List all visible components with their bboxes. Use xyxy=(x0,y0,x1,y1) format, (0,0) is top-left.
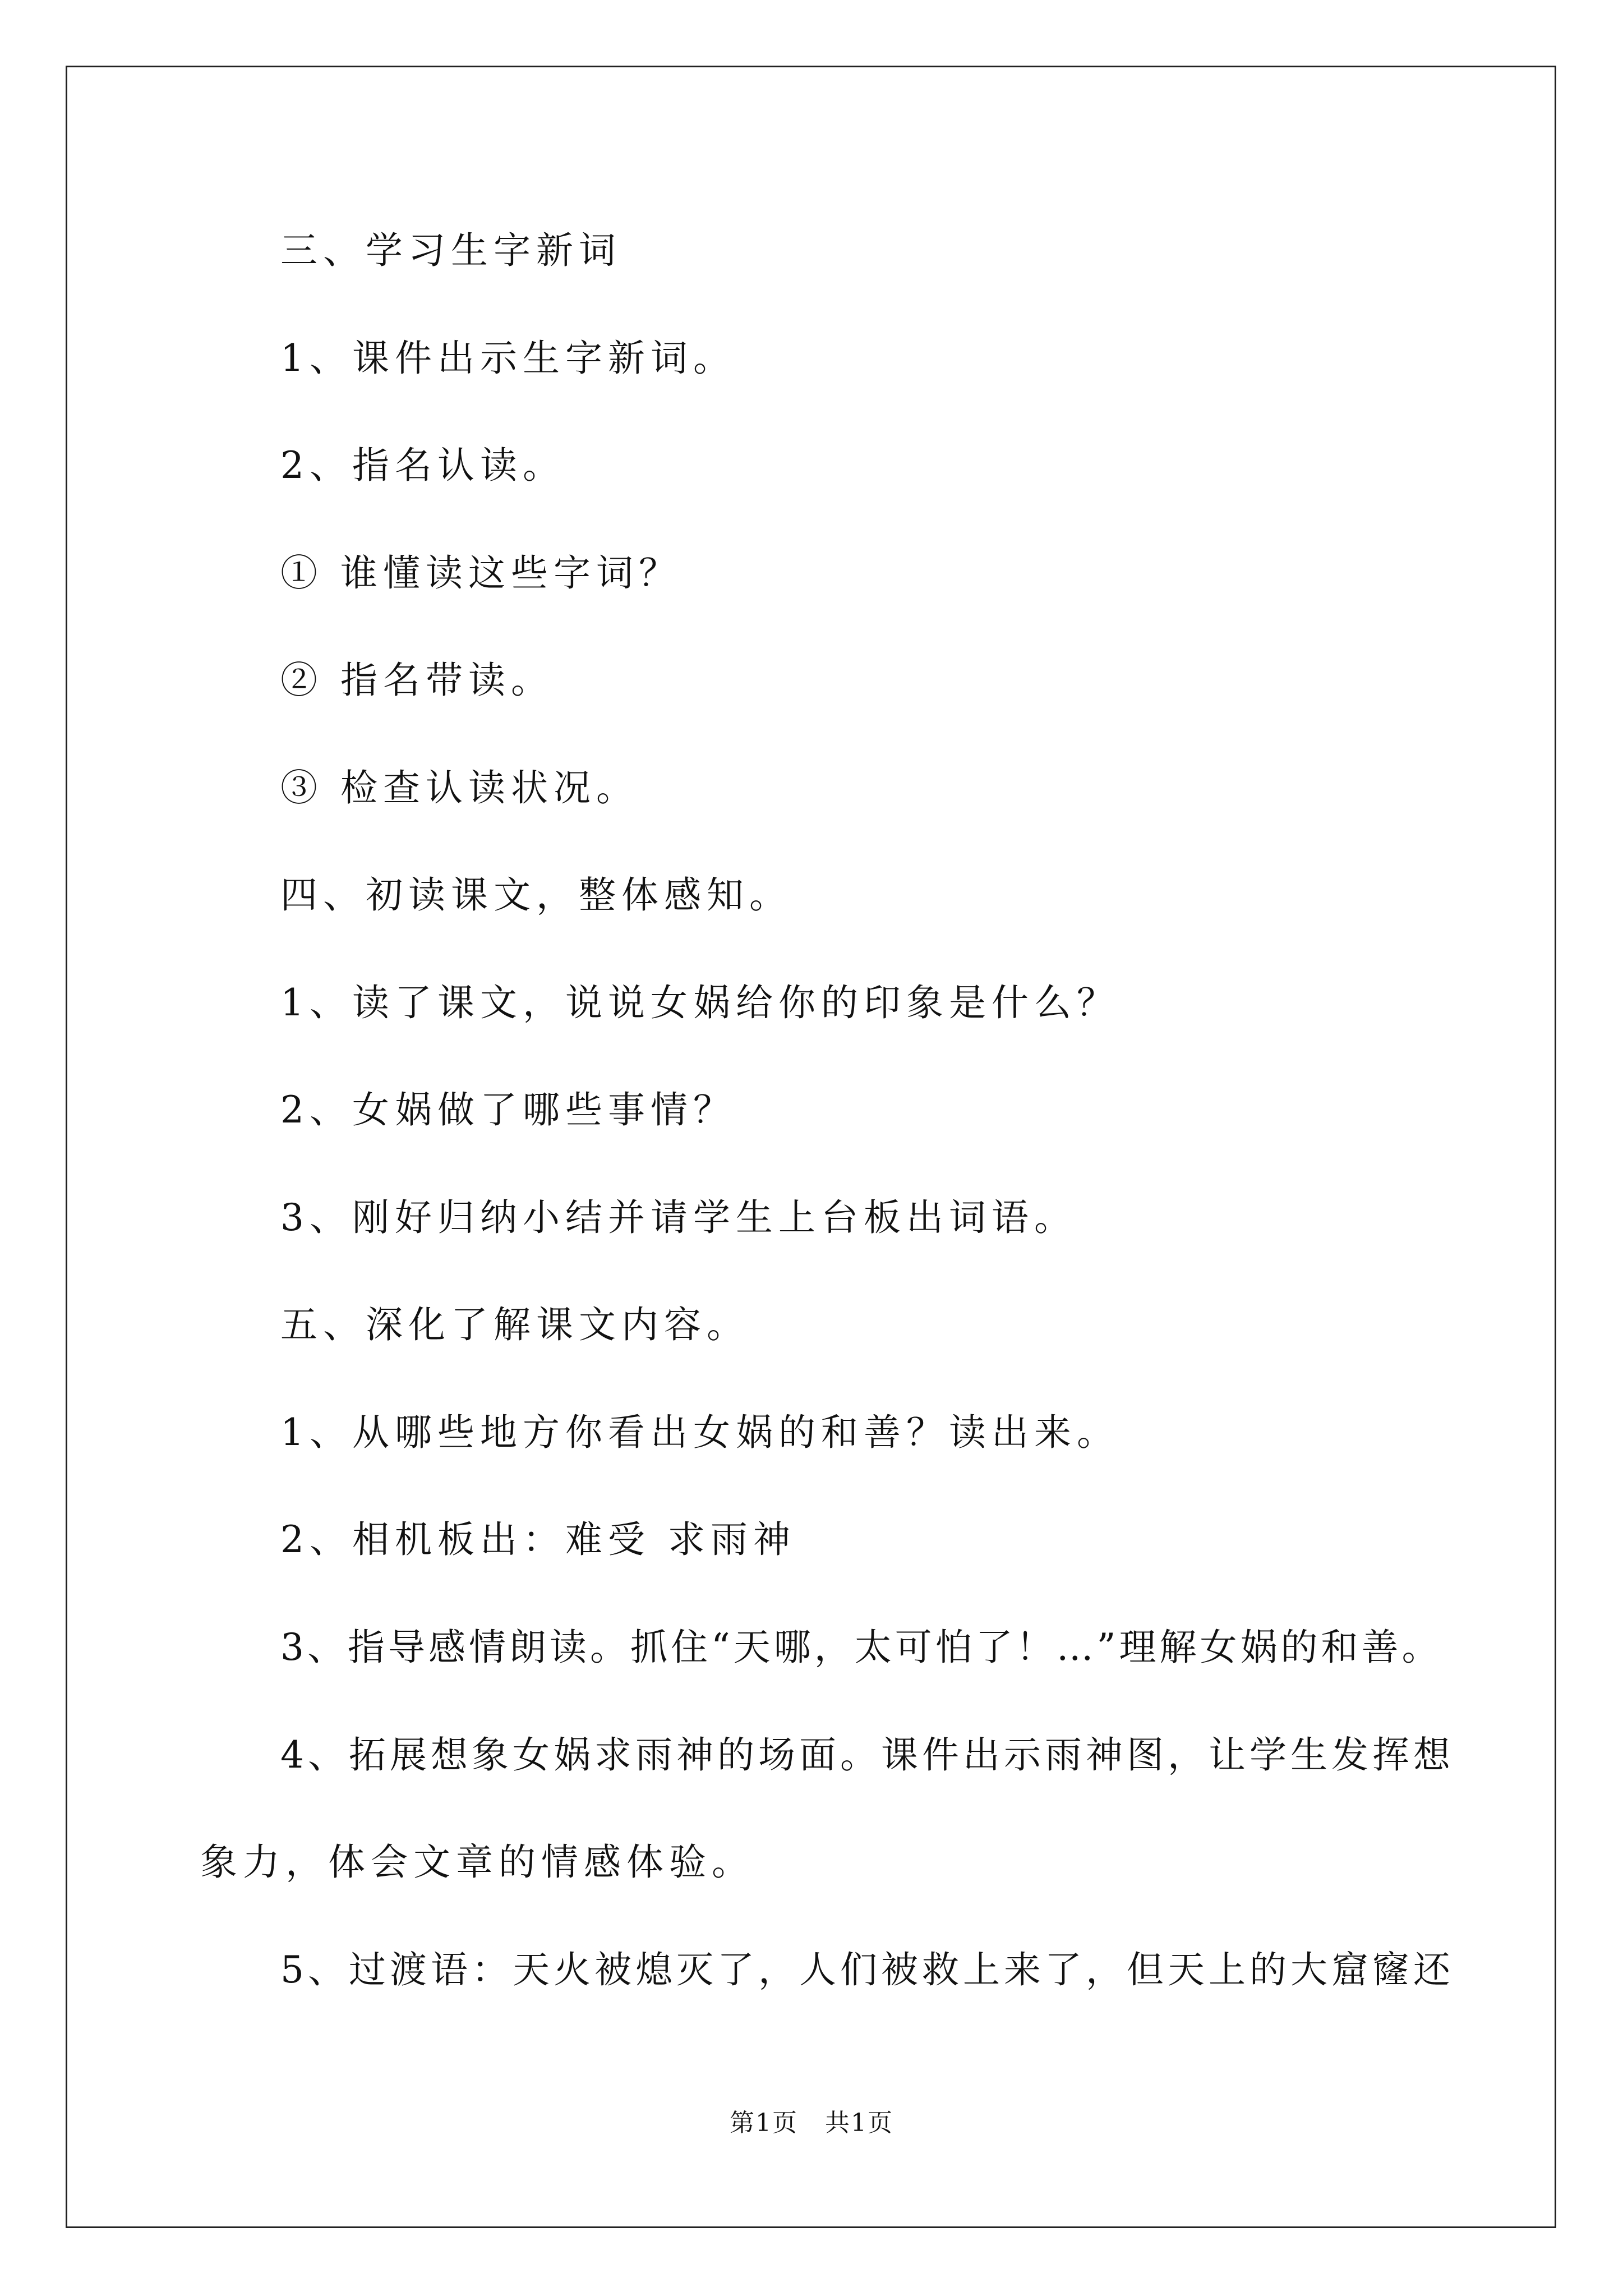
page-number-footer: 第1页 共1页 xyxy=(730,2109,893,2137)
paragraph: 2、指名认读。 xyxy=(280,444,565,487)
paragraph-continuation: 象力，体会文章的情感体验。 xyxy=(200,1841,754,1884)
paragraph: 1、从哪些地方你看出女娲的和善？读出来。 xyxy=(280,1411,1119,1454)
section-heading-5: 五、深化了解课文内容。 xyxy=(280,1303,749,1346)
paragraph: 4、拓展想象女娲求雨神的场面。课件出示雨神图，让学生发挥想 xyxy=(280,1733,1454,1777)
paragraph: 3、指导感情朗读。抓住“天哪，太可怕了！…”理解女娲的和善。 xyxy=(280,1626,1442,1669)
section-heading-4: 四、初读课文，整体感知。 xyxy=(280,873,792,917)
paragraph: 1、课件出示生字新词。 xyxy=(280,337,736,380)
paragraph: 2、相机板出：难受 求雨神 xyxy=(280,1518,796,1561)
section-heading-3: 三、学习生字新词 xyxy=(280,229,621,272)
list-item: ② 指名带读。 xyxy=(280,659,554,702)
paragraph: 5、过渡语：天火被熄灭了，人们被救上来了，但天上的大窟窿还 xyxy=(280,1948,1454,1991)
list-item: ③ 检查认读状况。 xyxy=(280,766,639,809)
paragraph: 3、刚好归纳小结并请学生上台板出词语。 xyxy=(280,1196,1077,1239)
list-item: ① 谁懂读这些字词？ xyxy=(280,551,681,595)
paragraph: 2、女娲做了哪些事情？ xyxy=(280,1088,736,1131)
paragraph: 1、读了课文，说说女娲给你的印象是什么？ xyxy=(280,981,1119,1024)
